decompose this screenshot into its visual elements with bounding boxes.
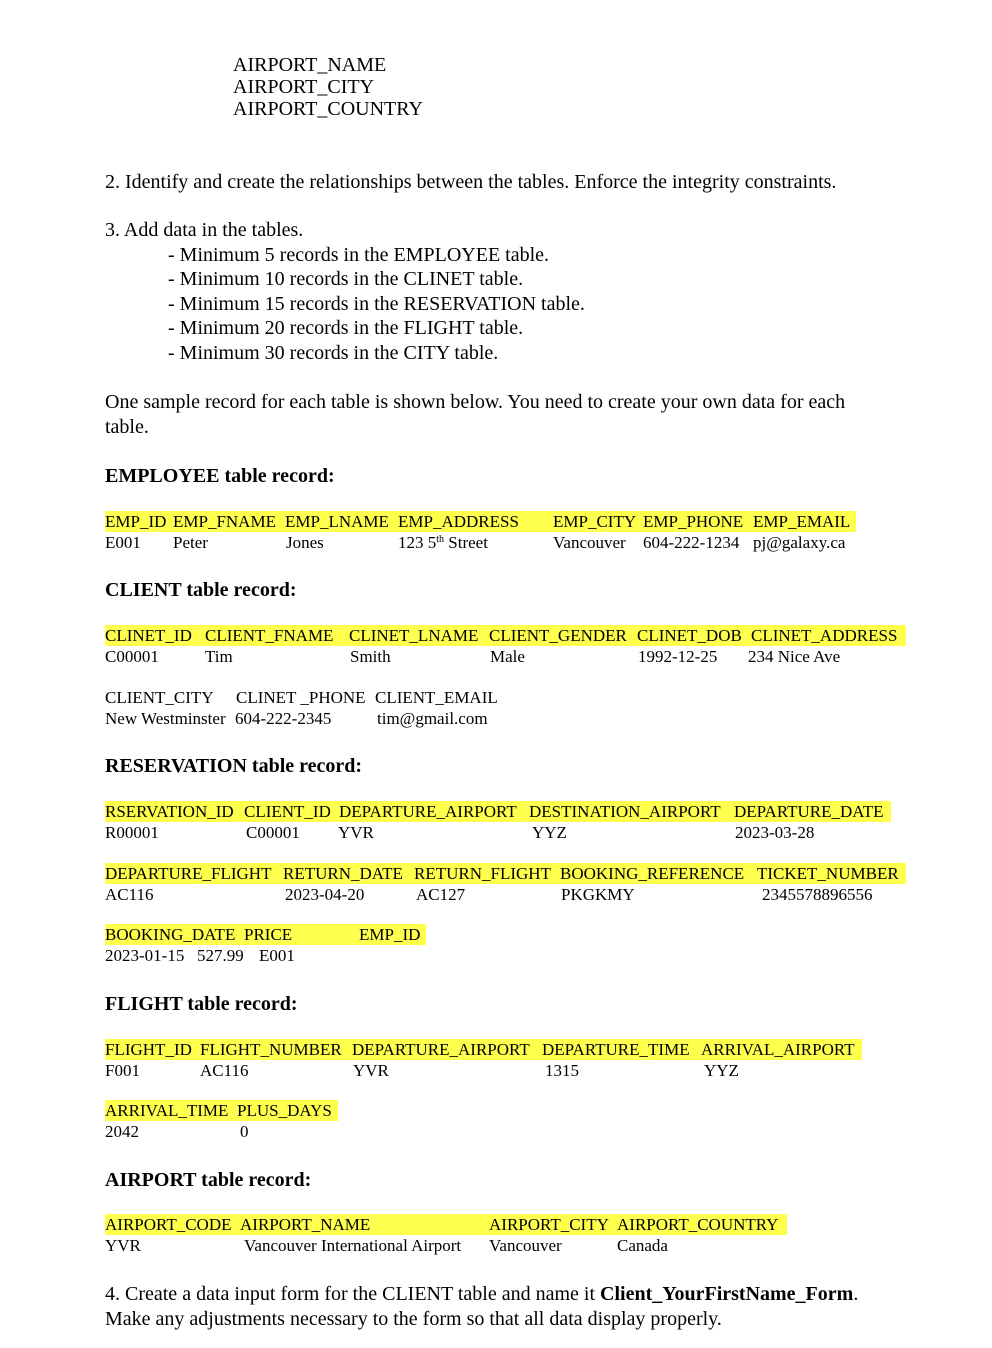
client-value-cell: C00001: [105, 647, 159, 666]
reservation-header-cell: BOOKING_DATE: [105, 925, 236, 944]
step-3-item: - Minimum 20 records in the FLIGHT table.: [168, 317, 524, 339]
client-value-cell: Tim: [205, 647, 233, 666]
reservation-value-cell: 2023-03-28: [735, 823, 815, 842]
client-value-cell: Smith: [350, 647, 391, 666]
reservation-header-cell: CLIENT_ID: [244, 802, 331, 821]
employee-heading: EMPLOYEE table record:: [105, 465, 335, 487]
reservation-header-cell: BOOKING_REFERENCE: [560, 864, 745, 883]
reservation-value-cell: 527.99: [197, 946, 244, 965]
reservation-value-cell: PKGKMY: [561, 885, 635, 904]
airport-heading: AIRPORT table record:: [105, 1169, 312, 1191]
sample-intro-line2: table.: [105, 416, 149, 438]
reservation-header-cell: DEPARTURE_DATE: [734, 802, 884, 821]
employee-address-cell: [398, 532, 488, 553]
employee-header-cell: EMP_PHONE: [643, 512, 744, 531]
flight-header-cell: FLIGHT_NUMBER: [200, 1040, 342, 1059]
client-header-cell: CLIENT_FNAME: [205, 626, 334, 645]
flight-value-cell: YYZ: [704, 1061, 739, 1080]
client-value-cell: 604-222-2345: [235, 709, 332, 728]
airport-value-cell: Vancouver: [489, 1236, 562, 1255]
flight-value-cell: YVR: [353, 1061, 389, 1080]
reservation-header-cell: RETURN_FLIGHT: [414, 864, 551, 883]
employee-value-cell: E001: [105, 533, 141, 552]
flight-header-cell: FLIGHT_ID: [105, 1040, 192, 1059]
reservation-header-cell: DEPARTURE_AIRPORT: [339, 802, 517, 821]
client-header-cell: CLINET_ADDRESS: [751, 626, 898, 645]
step-4-text: 4. Create a data input form for the CLIENT table and name it: [105, 1283, 601, 1305]
airport-header-cell: AIRPORT_CITY: [489, 1215, 609, 1234]
client-header-cell: CLIENT_EMAIL: [375, 688, 498, 707]
client-header-cell: CLINET_ID: [105, 626, 192, 645]
reservation-value-cell: 2345578896556: [762, 885, 873, 904]
flight-header-cell: DEPARTURE_AIRPORT: [352, 1040, 530, 1059]
client-header-cell: CLINET _PHONE: [236, 688, 366, 707]
reservation-value-cell: AC116: [105, 885, 154, 904]
client-value-cell: tim@gmail.com: [377, 709, 488, 728]
flight-value-cell: F001: [105, 1061, 140, 1080]
step-4-text: .: [853, 1283, 859, 1305]
reservation-value-cell: 2023-01-15: [105, 946, 185, 965]
reservation-header-cell: DESTINATION_AIRPORT: [529, 802, 721, 821]
address-ordinal: th: [436, 534, 445, 545]
step-3-item: - Minimum 15 records in the RESERVATION table.: [168, 293, 585, 315]
reservation-heading: RESERVATION table record:: [105, 755, 363, 777]
field-airport-city: AIRPORT_CITY: [233, 76, 375, 98]
step-2-text: 2. Identify and create the relationships between the tables. Enforce the integrity constraints.: [105, 171, 837, 193]
employee-value-cell: Peter: [173, 533, 208, 552]
step-3-item: - Minimum 5 records in the EMPLOYEE table.: [168, 244, 550, 266]
client-heading: CLIENT table record:: [105, 579, 297, 601]
reservation-value-cell: E001: [259, 946, 295, 965]
reservation-value-cell: YVR: [338, 823, 374, 842]
flight-value-cell: 0: [240, 1122, 249, 1141]
field-airport-name: AIRPORT_NAME: [233, 54, 387, 76]
reservation-header-cell: DEPARTURE_FLIGHT: [105, 864, 272, 883]
form-name: Client_YourFirstName_Form: [600, 1283, 854, 1305]
step-3-title: 3. Add data in the tables.: [105, 219, 304, 241]
airport-header-cell: AIRPORT_CODE: [105, 1215, 232, 1234]
flight-value-cell: AC116: [200, 1061, 249, 1080]
flight-heading: FLIGHT table record:: [105, 993, 298, 1015]
employee-header-cell: EMP_CITY: [553, 512, 637, 531]
reservation-value-cell: AC127: [416, 885, 466, 904]
reservation-value-cell: R00001: [105, 823, 159, 842]
reservation-header-cell: PRICE: [244, 925, 293, 944]
airport-value-cell: YVR: [105, 1236, 141, 1255]
client-header-cell: CLIENT_CITY: [105, 688, 214, 707]
employee-value-cell: pj@galaxy.ca: [753, 533, 846, 552]
employee-header-cell: EMP_ID: [105, 512, 167, 531]
step-4-line1: [105, 1282, 858, 1306]
employee-header-cell: EMP_LNAME: [285, 512, 389, 531]
flight-header-cell: ARRIVAL_TIME: [105, 1101, 229, 1120]
employee-value-cell: Jones: [286, 533, 324, 552]
flight-value-cell: 1315: [545, 1061, 579, 1080]
reservation-value-cell: C00001: [246, 823, 300, 842]
reservation-header-cell: RETURN_DATE: [283, 864, 403, 883]
airport-header-cell: AIRPORT_NAME: [240, 1215, 371, 1234]
reservation-value-cell: 2023-04-20: [285, 885, 365, 904]
step-4-line2: Make any adjustments necessary to the form so that all data display properly.: [105, 1308, 722, 1330]
address-text: 123 5: [398, 533, 437, 552]
client-value-cell: 234 Nice Ave: [748, 647, 841, 666]
client-header-cell: CLINET_LNAME: [349, 626, 479, 645]
airport-value-cell: Vancouver International Airport: [244, 1236, 462, 1255]
reservation-header-cell: TICKET_NUMBER: [757, 864, 899, 883]
client-header-cell: CLIENT_GENDER: [489, 626, 627, 645]
flight-header-cell: PLUS_DAYS: [237, 1101, 332, 1120]
flight-value-cell: 2042: [105, 1122, 139, 1141]
address-text: Street: [444, 533, 488, 552]
airport-header-cell: AIRPORT_COUNTRY: [617, 1215, 779, 1234]
reservation-header-cell: RSERVATION_ID: [105, 802, 234, 821]
step-3-item: - Minimum 30 records in the CITY table.: [168, 342, 499, 364]
client-value-cell: 1992-12-25: [638, 647, 718, 666]
employee-header-cell: EMP_ADDRESS: [398, 512, 519, 531]
employee-header-cell: EMP_FNAME: [173, 512, 276, 531]
flight-header-cell: ARRIVAL_AIRPORT: [701, 1040, 855, 1059]
client-value-cell: New Westminster: [105, 709, 226, 728]
employee-header-cell: EMP_EMAIL: [753, 512, 851, 531]
employee-value-cell: 604-222-1234: [643, 533, 740, 552]
reservation-header-cell: EMP_ID: [359, 925, 421, 944]
flight-header-cell: DEPARTURE_TIME: [542, 1040, 690, 1059]
reservation-value-cell: YYZ: [532, 823, 567, 842]
airport-value-cell: Canada: [617, 1236, 668, 1255]
employee-value-cell: Vancouver: [553, 533, 626, 552]
field-airport-country: AIRPORT_COUNTRY: [233, 98, 423, 120]
sample-intro-line1: One sample record for each table is shown below. You need to create your own data for each: [105, 391, 846, 413]
client-header-cell: CLINET_DOB: [637, 626, 742, 645]
client-value-cell: Male: [490, 647, 525, 666]
step-3-item: - Minimum 10 records in the CLINET table.: [168, 268, 524, 290]
